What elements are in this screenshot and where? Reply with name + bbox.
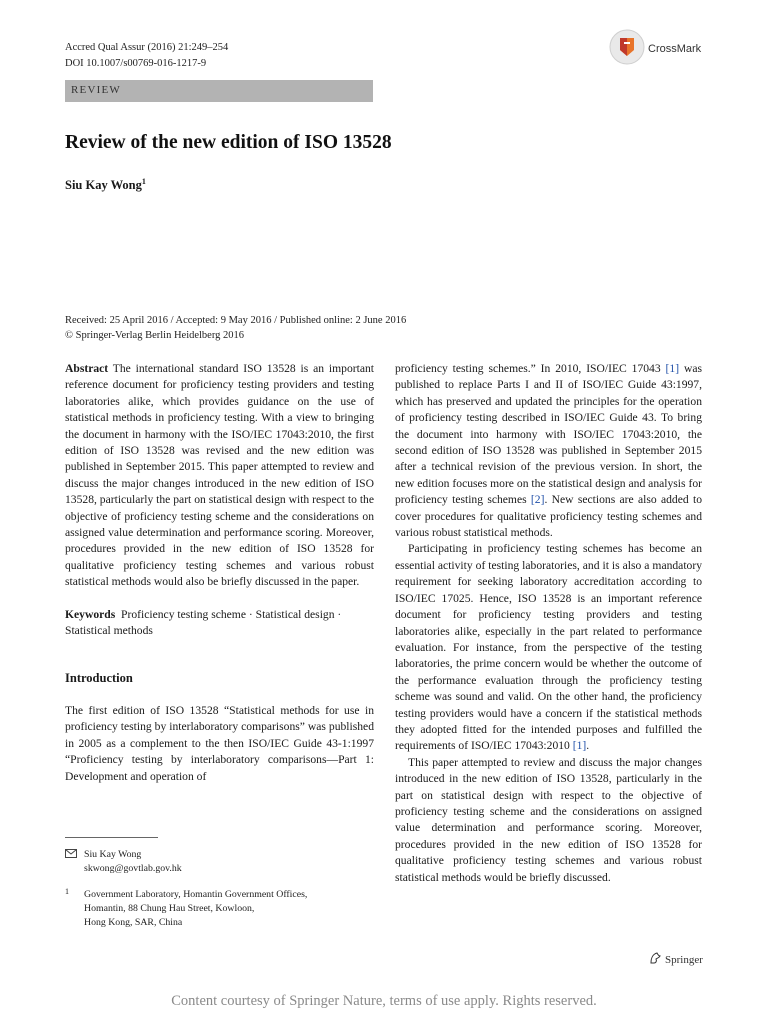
citation-link[interactable]: [1] [572,739,587,753]
right-paragraph-3: This paper attempted to review and discuss the major changes introduced in the new edition of ISO 13528, particularly in the part on statistical design with respect to the objective of proficiency testing scheme and the considerations on assigned value determination and performance scoring. Moreover, procedures provided in the new edition of ISO 13528 for qualitative proficiency testing schemes and various robust statistical methods would be briefly discussed. [395,755,702,884]
springer-horse-icon [648,951,662,968]
envelope-icon [65,849,77,863]
crossmark-badge[interactable] [609,31,701,67]
springer-logo [648,951,703,968]
affiliation-line: Government Laboratory, Homantin Government Offices, [84,889,308,900]
article-title: Review of the new edition of ISO 13528 [65,132,392,153]
citation-link[interactable]: [1] [665,362,680,375]
article-dates [65,313,406,343]
introduction-heading: Introduction [65,670,133,685]
corresponding-author [65,848,77,863]
introduction-paragraph: The first edition of ISO 13528 “Statistical methods for use in proficiency testing by interlaboratory comparisons” was published in 2005 as a complement to the then ISO/IEC Guide 43-1:1997 “Proficiency testing by interlaboratory comparisons—Part 1: Development and operation of [65,703,374,783]
text-run: was published to replace Parts I and II of ISO/IEC Guide 43:1997, which has preserved and updated the principles for the operation of proficiency testing described in ISO/IEC Guide 43. To bring the document into harmony with ISO/IEC 17043:2010, the second edition of ISO 13528 was published in September 2015 after a technical revision of the previous version. In short, the new edition focuses more on the statistical design and analysis for proficiency testing schemes [395,362,702,507]
author-name-text: Siu Kay Wong [65,178,142,193]
abstract [65,361,374,591]
affiliation-line: Homantin, 88 Chung Hau Street, Kowloon, [84,903,255,914]
affiliation-line: Hong Kong, SAR, China [84,917,183,928]
text-run: proficiency testing schemes.” In 2010, ISO/IEC 17043 [395,362,666,375]
text-run: . New sections are also added to cover procedures for qualitative proficiency testing schemes and various robust statistical methods. [395,493,702,540]
doi-link[interactable]: DOI 10.1007/s00769-016-1217-9 [65,58,207,69]
affiliation-mark: 1 [65,887,69,896]
section-label: REVIEW [65,80,373,102]
keywords [65,607,374,640]
keywords-text: Proficiency testing scheme · Statistical design · Statistical methods [65,607,342,638]
affiliation [84,888,307,930]
right-paragraph-1 [395,361,702,541]
crossmark-icon [609,29,645,70]
right-column [395,361,702,886]
citation-link[interactable]: [2] [530,493,545,507]
journal-citation: Accred Qual Assur (2016) 21:249–254 [65,42,229,53]
text-run: . [586,739,590,753]
keywords-label: Keywords [65,607,116,621]
springer-label: Springer [665,953,703,966]
abstract-text: The international standard ISO 13528 is an important reference document for proficiency testing providers and testing laboratories alike, which provides guidance on the use of statistical methods in proficiency testing. With a view to bringing the document in harmony with the ISO/IEC 17043:2010, the first edition of ISO 13528 was revised and the new edition was published in September 2015. This paper attempted to review and discuss the major changes introduced in the new edition of ISO 13528, particularly the part on statistical design with respect to the objective of proficiency testing scheme and the considerations on assigned value determination and performance scoring. Moreover, procedures provided in the new edition of ISO 13528 for qualitative proficiency testing schemes and various robust statistical methods would also be briefly discussed in the paper. [65,362,374,589]
text-run: Participating in proficiency testing schemes has become an essential activity of testing laboratories, and it is also a mandatory requirement for seeking laboratory accreditation according to ISO/IEC 17025. Hence, ISO 13528 is an important reference document for proficiency testing providers and testing laboratories alike, especially in the part related to performance evaluation. For instance, from the perspective of the testing laboratories, the prime concern would be whether the outcome of the performance evaluation through the proficiency testing scheme was sound and valid. On the other hand, the proficiency testing providers would have a concern if the statistical methods they adopted fitted for the intended purposes and fulfilled the requirements of ISO/IEC 17043:2010 [395,542,702,753]
publication-dates: Received: 25 April 2016 / Accepted: 9 May 2016 / Published online: 2 June 2016 [65,315,407,326]
abstract-label: Abstract [65,362,109,375]
courtesy-notice: Content courtesy of Springer Nature, terms of use apply. Rights reserved. [171,993,597,1009]
corresponding-author-email[interactable]: skwong@govtlab.gov.hk [84,863,182,874]
author-name [65,177,146,193]
left-column [65,361,374,785]
author-affiliation-mark: 1 [141,177,146,186]
right-paragraph-2 [395,541,702,754]
corresponding-author-name: Siu Kay Wong [84,849,142,860]
footnote-divider [65,837,158,838]
crossmark-label: CrossMark [648,43,702,55]
copyright-line: © Springer-Verlag Berlin Heidelberg 2016 [65,330,245,341]
